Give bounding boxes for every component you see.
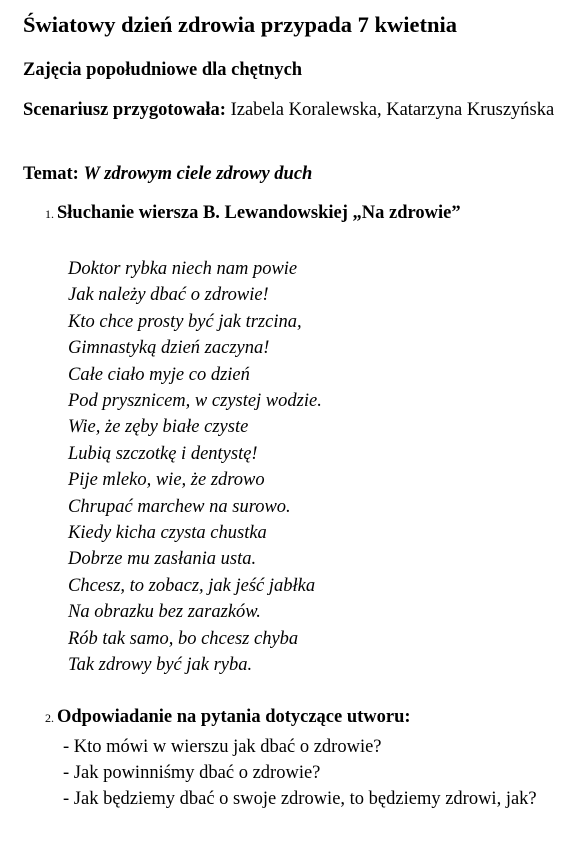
poem-line: Dobrze mu zasłania usta. bbox=[68, 549, 257, 570]
poem-line: Jak należy dbać o zdrowie! bbox=[68, 285, 269, 306]
poem-line: Kto chce prosty być jak trzcina, bbox=[68, 311, 302, 332]
poem-line: Wie, że zęby białe czyste bbox=[68, 417, 249, 438]
list-item-number: 1. bbox=[45, 207, 54, 221]
question-item: - Jak powinniśmy dbać o zdrowie? bbox=[63, 763, 321, 783]
poem-line: Całe ciało myje co dzień bbox=[68, 364, 250, 385]
poem bbox=[68, 256, 322, 679]
poem-line: Na obrazku bez zarazków. bbox=[68, 602, 261, 623]
authors-line bbox=[23, 97, 575, 123]
poem-line: Chrupać marchew na surowo. bbox=[68, 496, 291, 517]
list-item-label: Słuchanie wiersza B. Lewandowskiej „Na zdrowie” bbox=[57, 203, 461, 223]
poem-line: Gimnastyką dzień zaczyna! bbox=[68, 338, 270, 359]
poem-line: Doktor rybka niech nam powie bbox=[68, 259, 298, 279]
poem-line: Lubią szczotkę i dentystę! bbox=[68, 443, 258, 464]
document-subtitle: Zajęcia popołudniowe dla chętnych bbox=[23, 60, 303, 80]
questions-list bbox=[63, 734, 543, 812]
list-item-label: Odpowiadanie na pytania dotyczące utworu: bbox=[57, 707, 411, 727]
poem-line: Rób tak samo, bo chcesz chyba bbox=[68, 628, 299, 649]
list-item-number: 2. bbox=[45, 711, 54, 725]
question-item: - Kto mówi w wierszu jak dbać o zdrowie? bbox=[63, 737, 382, 757]
list-item-questions bbox=[45, 707, 411, 728]
list-item-listening bbox=[45, 203, 461, 224]
topic-label: Temat: bbox=[23, 164, 79, 184]
poem-line: Kiedy kicha czysta chustka bbox=[68, 523, 267, 544]
topic-line bbox=[23, 164, 312, 185]
poem-line: Pod prysznicem, w czystej wodzie. bbox=[68, 391, 322, 412]
authors-names: Izabela Koralewska, Katarzyna Kruszyńska bbox=[230, 100, 555, 120]
document-title: Światowy dzień zdrowia przypada 7 kwietnia bbox=[23, 12, 457, 37]
poem-line: Chcesz, to zobacz, jak jeść jabłka bbox=[68, 575, 316, 596]
authors-label: Scenariusz przygotowała: bbox=[23, 100, 226, 120]
question-item: - Jak będziemy dbać o swoje zdrowie, to będziemy zdrowi, jak? bbox=[63, 789, 537, 809]
poem-line: Tak zdrowy być jak ryba. bbox=[68, 655, 253, 676]
poem-line: Pije mleko, wie, że zdrowo bbox=[68, 470, 265, 491]
topic-value: W zdrowym ciele zdrowy duch bbox=[83, 164, 313, 184]
